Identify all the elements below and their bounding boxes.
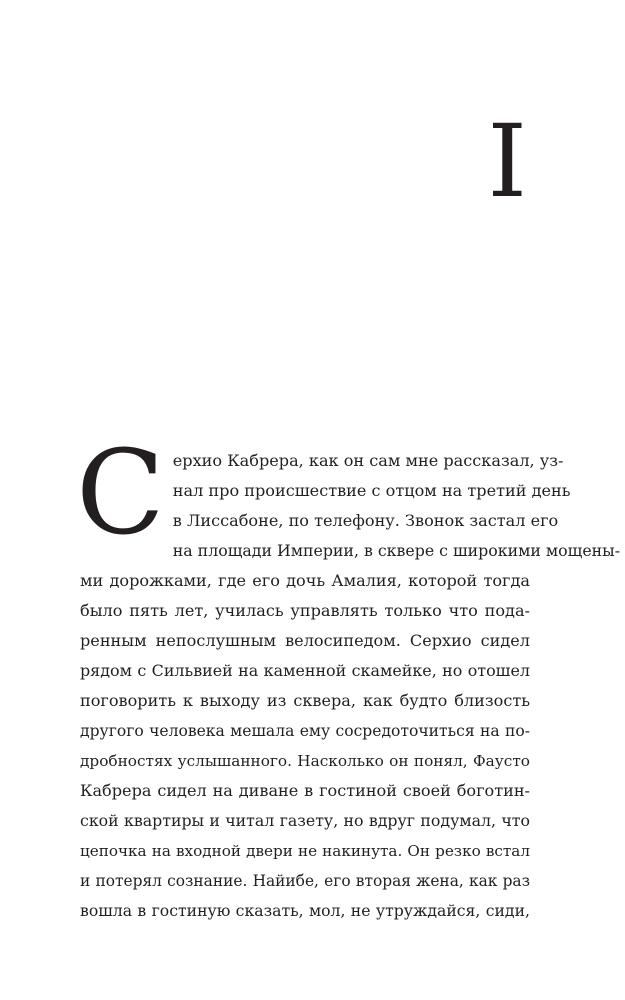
text-line: Кабрера сидел на диване в гостиной своей боготин- [80,781,530,800]
text-line: было пять лет, училась управлять только что пода- [80,601,530,620]
body-paragraph [76,426,621,926]
text-line: ской квартиры и читал газету, но вдруг подумал, что [80,811,530,830]
text-line: вошла в гостиную сказать, мол, не утруждайся, сиди, [80,901,530,920]
chapter-number: I [487,103,527,220]
text-line: нал про происшествие с отцом на третий день [172,481,571,500]
text-line: рядом с Сильвией на каменной скамейке, но отошел [80,661,530,680]
text-line: в Лиссабоне, по телефону. Звонок застал его [172,511,559,530]
text-line: на площади Империи, в сквере с широкими мощены- [172,541,621,560]
text-line: дробностях услышанного. Насколько он понял, Фаусто [80,752,530,770]
text-line: другого человека мешала ему сосредоточиться на по- [80,722,530,740]
text-line: цепочка на входной двери не накинута. Он резко встал [80,842,530,860]
text-line: и потерял сознание. Найибе, его вторая жена, как раз [80,872,530,890]
text-line: поговорить к выходу из сквера, как будто близость [80,691,530,710]
text-line: ми дорожками, где его дочь Амалия, которой тогда [80,571,530,590]
text-line: ренным непослушным велосипедом. Серхио сидел [80,631,530,650]
drop-cap-letter: С [76,426,165,561]
text-line: ерхио Кабрера, как он сам мне рассказал, уз- [172,451,564,470]
